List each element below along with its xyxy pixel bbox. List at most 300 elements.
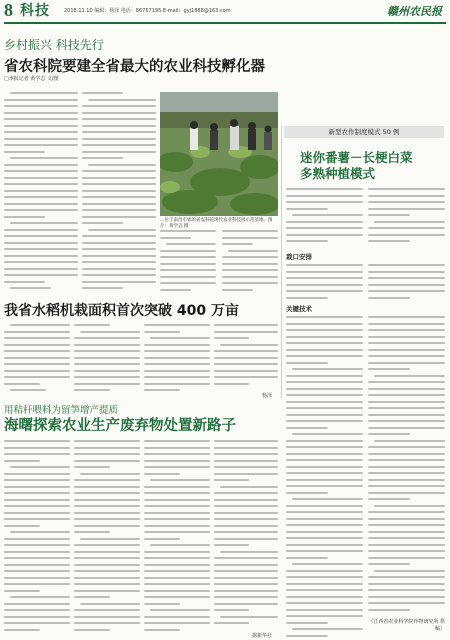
text-line	[74, 629, 110, 631]
text-line	[144, 350, 210, 352]
text-line	[144, 370, 210, 372]
text-line	[144, 551, 210, 553]
text-line	[82, 125, 156, 127]
column-divider	[281, 126, 282, 398]
text-line	[4, 242, 78, 244]
article3-column-2	[74, 438, 140, 638]
text-line	[286, 505, 363, 507]
text-line	[144, 570, 210, 572]
text-line	[4, 363, 70, 365]
text-line	[82, 170, 156, 172]
text-line	[144, 453, 210, 455]
text-line	[286, 414, 363, 416]
text-line	[4, 235, 78, 237]
text-line	[368, 329, 445, 331]
text-line	[82, 287, 123, 289]
text-line	[286, 550, 363, 552]
text-line	[292, 628, 363, 630]
text-line	[74, 590, 140, 592]
text-line	[4, 512, 70, 514]
text-line	[368, 407, 445, 409]
text-line	[214, 609, 249, 611]
text-line	[144, 512, 210, 514]
text-line	[144, 557, 210, 559]
text-line	[368, 214, 410, 216]
text-line	[4, 577, 70, 579]
text-line	[4, 255, 78, 257]
text-line	[214, 440, 278, 442]
text-line	[368, 589, 445, 591]
text-line	[4, 557, 70, 559]
sidebar-title-line1: 迷你番薯－长梗白菜	[300, 150, 413, 165]
text-line	[10, 287, 51, 289]
text-line	[368, 336, 445, 338]
text-line	[4, 499, 70, 501]
text-line	[368, 602, 445, 604]
text-line	[214, 622, 249, 624]
text-line	[10, 531, 70, 533]
text-line	[368, 277, 445, 279]
sidebar-series-label: 新型农作制度模式 50 例	[284, 126, 444, 138]
text-line	[4, 370, 70, 372]
text-line	[222, 243, 253, 245]
article3-headline: 海曙探索农业生产废弃物处置新路子	[4, 418, 236, 434]
text-line	[214, 564, 278, 566]
text-line	[82, 261, 156, 263]
text-line	[286, 609, 363, 611]
text-line	[368, 368, 410, 370]
text-line	[368, 388, 445, 390]
text-line	[144, 492, 210, 494]
text-line	[82, 190, 156, 192]
text-line	[214, 376, 278, 378]
text-line	[286, 290, 363, 292]
text-line	[214, 557, 278, 559]
text-line	[4, 486, 70, 488]
text-line	[74, 518, 140, 520]
text-line	[368, 394, 445, 396]
text-line	[4, 144, 78, 146]
text-line	[368, 550, 445, 552]
text-line	[286, 583, 363, 585]
text-line	[214, 331, 278, 333]
text-line	[220, 486, 278, 488]
text-line	[74, 564, 140, 566]
text-line	[74, 370, 140, 372]
text-line	[286, 208, 328, 210]
text-line	[4, 603, 70, 605]
text-line	[214, 603, 278, 605]
text-line	[82, 216, 156, 218]
lead-kicker: 乡村振兴 科技先行	[4, 38, 104, 52]
text-line	[292, 433, 363, 435]
text-line	[144, 440, 210, 442]
text-line	[82, 131, 156, 133]
text-line	[368, 446, 445, 448]
text-line	[286, 537, 363, 539]
text-line	[4, 105, 78, 107]
text-line	[368, 290, 445, 292]
article3-author: 据新华社	[252, 633, 273, 639]
text-line	[368, 498, 410, 500]
text-line	[368, 544, 445, 546]
text-line	[4, 209, 78, 211]
text-line	[74, 447, 140, 449]
text-line	[74, 383, 140, 385]
text-line	[368, 466, 445, 468]
text-line	[286, 544, 363, 546]
text-line	[82, 151, 156, 153]
text-line	[74, 466, 110, 468]
text-line	[144, 331, 180, 333]
text-line	[144, 538, 180, 540]
text-line	[286, 479, 363, 481]
text-line	[286, 459, 363, 461]
text-line	[368, 531, 445, 533]
article2-column-3	[144, 322, 210, 396]
text-line	[4, 190, 78, 192]
text-line	[286, 589, 363, 591]
text-line	[286, 277, 363, 279]
text-line	[214, 538, 278, 540]
text-line	[368, 316, 445, 318]
text-line	[144, 583, 210, 585]
text-line	[144, 363, 210, 365]
text-line	[374, 570, 445, 572]
text-line	[88, 229, 156, 231]
text-line	[74, 570, 140, 572]
text-line	[4, 616, 70, 618]
article3-column-3	[144, 438, 210, 638]
text-line	[4, 570, 70, 572]
text-line	[4, 492, 70, 494]
text-line	[286, 407, 363, 409]
text-line	[144, 383, 210, 385]
text-line	[214, 363, 278, 365]
text-line	[4, 453, 70, 455]
text-line	[286, 329, 363, 331]
text-line	[286, 485, 363, 487]
text-line	[368, 349, 445, 351]
text-line	[286, 381, 363, 383]
text-line	[214, 357, 278, 359]
text-line	[4, 229, 78, 231]
text-line	[82, 177, 156, 179]
text-line	[4, 525, 40, 527]
text-line	[214, 525, 278, 527]
text-line	[4, 622, 70, 624]
lead-column-1	[4, 90, 78, 295]
text-line	[82, 105, 156, 107]
text-line	[368, 453, 445, 455]
text-line	[220, 616, 278, 618]
text-line	[82, 118, 156, 120]
text-line	[82, 255, 156, 257]
text-line	[82, 157, 123, 159]
text-line	[74, 357, 140, 359]
text-line	[150, 544, 210, 546]
text-line	[74, 544, 140, 546]
text-line	[4, 383, 40, 385]
text-line	[74, 499, 140, 501]
text-line	[286, 440, 363, 442]
text-line	[286, 349, 363, 351]
text-line	[368, 511, 445, 513]
text-line	[10, 157, 78, 159]
text-line	[10, 222, 78, 224]
text-line	[222, 237, 278, 239]
text-line	[286, 234, 363, 236]
text-line	[214, 324, 278, 326]
lead-column-4	[222, 228, 278, 294]
text-line	[144, 564, 210, 566]
text-line	[80, 473, 140, 475]
text-line	[150, 479, 210, 481]
lead-photo	[160, 92, 278, 216]
article3-kicker: 用秸秆喂料为留笋增产提质	[4, 405, 119, 416]
text-line	[286, 284, 363, 286]
text-line	[4, 505, 70, 507]
text-line	[82, 92, 123, 94]
text-line	[286, 557, 328, 559]
text-line	[74, 577, 140, 579]
text-line	[286, 297, 328, 299]
text-line	[222, 282, 278, 284]
text-line	[292, 368, 363, 370]
text-line	[368, 563, 410, 565]
text-line	[4, 344, 70, 346]
text-line	[368, 537, 445, 539]
text-line	[4, 629, 40, 631]
text-line	[292, 498, 363, 500]
text-line	[80, 331, 140, 333]
text-line	[74, 344, 140, 346]
text-line	[286, 596, 363, 598]
page-header	[0, 0, 450, 22]
text-line	[286, 622, 328, 624]
text-line	[214, 531, 278, 533]
text-line	[228, 250, 278, 252]
text-line	[286, 511, 363, 513]
text-line	[286, 264, 363, 266]
text-line	[368, 518, 445, 520]
text-line	[82, 196, 156, 198]
text-line	[4, 131, 78, 133]
text-line	[286, 188, 363, 190]
text-line	[82, 144, 156, 146]
text-line	[82, 242, 156, 244]
text-line	[4, 118, 78, 120]
sidebar-column-6	[368, 314, 445, 614]
text-line	[214, 544, 249, 546]
text-line	[286, 602, 363, 604]
text-line	[144, 376, 210, 378]
text-line	[368, 284, 445, 286]
text-line	[144, 531, 210, 533]
text-line	[214, 447, 278, 449]
text-line	[82, 268, 156, 270]
text-line	[286, 615, 363, 617]
text-line	[222, 289, 253, 291]
text-line	[4, 518, 70, 520]
text-line	[74, 440, 140, 442]
text-line	[88, 99, 156, 101]
text-line	[368, 485, 445, 487]
text-line	[160, 289, 191, 291]
text-line	[368, 297, 410, 299]
text-line	[222, 276, 278, 278]
text-line	[4, 99, 78, 101]
masthead-logo: 赣州农民报	[387, 5, 442, 18]
text-line	[80, 603, 140, 605]
text-line	[4, 151, 45, 153]
text-line	[368, 414, 445, 416]
text-line	[80, 538, 140, 540]
article2-headline: 我省水稻机栽面积首次突破 400 万亩	[4, 303, 239, 319]
text-line	[368, 459, 445, 461]
text-line	[4, 261, 78, 263]
text-line	[368, 234, 445, 236]
text-line	[82, 235, 156, 237]
text-line	[82, 183, 156, 185]
text-line	[144, 499, 210, 501]
text-line	[160, 256, 216, 258]
text-line	[74, 460, 140, 462]
sidebar-author: （江西省农业科学院作物研究所 供稿）	[368, 619, 445, 632]
text-line	[74, 512, 140, 514]
text-line	[4, 268, 78, 270]
text-line	[144, 466, 210, 468]
text-line	[286, 201, 363, 203]
text-line	[286, 570, 363, 572]
text-line	[4, 183, 78, 185]
text-line	[144, 473, 180, 475]
text-line	[214, 505, 278, 507]
text-line	[286, 355, 363, 357]
text-line	[214, 473, 278, 475]
text-line	[144, 389, 180, 391]
article2-column-4	[214, 322, 278, 392]
text-line	[74, 583, 140, 585]
text-line	[222, 230, 278, 232]
text-line	[214, 492, 278, 494]
sidebar-section-heading: 关键技术	[286, 305, 312, 313]
text-line	[160, 237, 191, 239]
sidebar-column-4	[368, 262, 445, 302]
text-line	[4, 538, 70, 540]
text-line	[286, 453, 363, 455]
sidebar-title-line2: 多熟种植模式	[300, 166, 376, 181]
article3-column-1	[4, 438, 70, 638]
text-line	[82, 222, 123, 224]
text-line	[144, 525, 210, 527]
text-line	[214, 453, 278, 455]
text-line	[4, 138, 78, 140]
text-line	[286, 576, 363, 578]
text-line	[368, 427, 445, 429]
header-meta: 2018.11.10 编辑：杨泽 电话：86757195 E-mail：gyj1888@163.com	[64, 8, 231, 14]
text-line	[214, 512, 278, 514]
text-line	[4, 460, 40, 462]
text-line	[286, 240, 328, 242]
text-line	[286, 635, 328, 637]
text-line	[144, 629, 180, 631]
text-line	[368, 195, 445, 197]
sidebar-column-1	[286, 186, 363, 248]
text-line	[286, 427, 328, 429]
text-line	[160, 276, 216, 278]
text-line	[286, 342, 363, 344]
text-line	[160, 250, 216, 252]
photo-caption: …位于南昌市郊的省农科院现代农业科技园示范基地。图片：黄学志 摄	[160, 218, 273, 229]
text-line	[4, 196, 78, 198]
lead-column-2	[82, 90, 156, 295]
text-line	[4, 544, 70, 546]
section-title: 科技	[20, 3, 50, 19]
text-line	[222, 269, 278, 271]
text-line	[368, 433, 410, 435]
text-line	[374, 440, 445, 442]
lead-column-3	[160, 228, 216, 294]
text-line	[214, 466, 278, 468]
text-line	[4, 564, 70, 566]
text-line	[160, 263, 216, 265]
text-line	[74, 492, 140, 494]
text-line	[74, 525, 140, 527]
text-line	[368, 323, 445, 325]
text-line	[368, 420, 445, 422]
text-line	[74, 479, 140, 481]
text-line	[4, 337, 70, 339]
text-line	[74, 596, 110, 598]
text-line	[286, 531, 363, 533]
text-line	[214, 383, 249, 385]
text-line	[88, 164, 156, 166]
text-line	[286, 388, 363, 390]
text-line	[286, 316, 363, 318]
text-line	[4, 112, 78, 114]
text-line	[74, 363, 140, 365]
text-line	[166, 243, 216, 245]
text-line	[214, 583, 278, 585]
text-line	[144, 486, 210, 488]
text-line	[4, 216, 45, 218]
text-line	[74, 609, 140, 611]
text-line	[144, 596, 210, 598]
article3-column-4	[214, 438, 278, 630]
text-line	[4, 609, 70, 611]
text-line	[4, 376, 70, 378]
text-line	[286, 518, 363, 520]
text-line	[368, 576, 445, 578]
text-line	[4, 164, 78, 166]
text-line	[374, 375, 445, 377]
text-line	[74, 505, 140, 507]
text-line	[144, 324, 210, 326]
sidebar-column-2	[368, 186, 445, 248]
text-line	[286, 375, 363, 377]
text-line	[214, 577, 278, 579]
text-line	[82, 281, 156, 283]
text-line	[4, 440, 70, 442]
text-line	[4, 248, 78, 250]
text-line	[74, 376, 140, 378]
text-line	[214, 460, 278, 462]
text-line	[144, 518, 210, 520]
text-line	[160, 282, 216, 284]
text-line	[4, 551, 70, 553]
text-line	[10, 324, 70, 326]
